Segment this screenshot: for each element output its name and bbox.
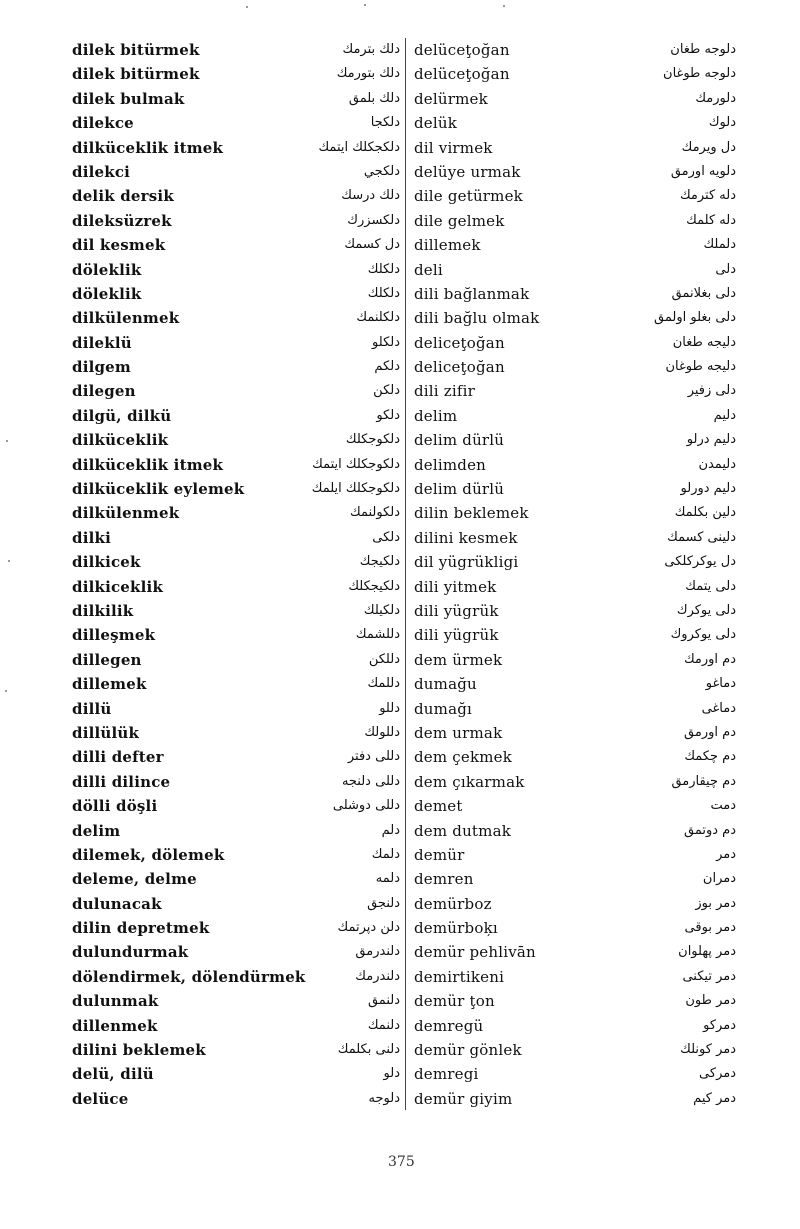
dictionary-entry xyxy=(414,501,736,525)
entry-ottoman-script: دلكى xyxy=(372,529,400,545)
dictionary-entry xyxy=(72,306,400,330)
entry-ottoman-script: دلملك xyxy=(703,237,736,253)
entry-headword: dilleşmek xyxy=(72,626,156,645)
dictionary-entry xyxy=(72,355,400,379)
dictionary-entry xyxy=(414,672,736,696)
dictionary-entry xyxy=(414,136,736,160)
entry-headword: demregi xyxy=(414,1065,479,1084)
dictionary-entry xyxy=(72,62,400,86)
dictionary-entry xyxy=(414,160,736,184)
entry-headword: delürmek xyxy=(414,89,488,108)
entry-ottoman-script: دمر پهلوان xyxy=(678,944,736,960)
entry-ottoman-script: دلكلك xyxy=(367,261,400,277)
scan-speck xyxy=(6,440,8,442)
entry-ottoman-script: دلكلنمك xyxy=(356,310,400,326)
dictionary-entry xyxy=(414,1014,736,1038)
dictionary-entry xyxy=(72,965,400,989)
entry-headword: delüceţoğan xyxy=(414,65,510,84)
dictionary-entry xyxy=(414,209,736,233)
dictionary-entry xyxy=(72,379,400,403)
entry-ottoman-script: دم اورمق xyxy=(684,724,736,740)
entry-headword: delüceţoğan xyxy=(414,41,510,59)
entry-ottoman-script: دم چكمك xyxy=(684,749,736,765)
dictionary-entry xyxy=(414,843,736,867)
dictionary-entry xyxy=(72,770,400,794)
entry-headword: dölli döşli xyxy=(72,797,158,816)
entry-headword: delim dürlü xyxy=(414,480,505,499)
entry-ottoman-script: دلك بترمك xyxy=(342,42,400,57)
dictionary-entry xyxy=(72,501,400,525)
right-column xyxy=(414,38,736,1111)
entry-headword: dem dutmak xyxy=(414,821,512,840)
entry-headword: deli xyxy=(414,260,443,279)
dictionary-entry xyxy=(414,62,736,86)
entry-ottoman-script: دليجه طغان xyxy=(672,334,736,350)
scan-speck xyxy=(364,4,366,6)
entry-ottoman-script: دلوك xyxy=(708,115,736,131)
dictionary-entry xyxy=(72,940,400,964)
entry-ottoman-script: دلكولنمك xyxy=(349,505,400,521)
dictionary-entry xyxy=(414,575,736,599)
dictionary-entry xyxy=(414,453,736,477)
dictionary-entry xyxy=(414,428,736,452)
entry-headword: dilkülenmek xyxy=(72,504,180,523)
entry-ottoman-script: دلكجا xyxy=(370,115,400,131)
entry-headword: dilin depretmek xyxy=(72,919,210,938)
entry-ottoman-script: دلمك xyxy=(371,846,400,862)
entry-headword: dilek bulmak xyxy=(72,89,185,108)
entry-headword: dil yügrükligi xyxy=(414,553,519,572)
entry-ottoman-script: دلندرمق xyxy=(355,944,400,960)
entry-headword: dileksüzrek xyxy=(72,211,172,230)
entry-ottoman-script: دمر كونلك xyxy=(680,1042,736,1058)
dictionary-entry xyxy=(72,160,400,184)
entry-headword: dilküceklik itmek xyxy=(72,455,224,474)
dictionary-entry xyxy=(414,87,736,111)
entry-ottoman-script: دلكوجكلك ايلمك xyxy=(311,481,400,497)
entry-headword: dili yügrük xyxy=(414,601,499,620)
entry-headword: dilgem xyxy=(72,358,131,377)
entry-headword: delimden xyxy=(414,455,487,474)
dictionary-entry xyxy=(72,1038,400,1062)
dictionary-entry xyxy=(414,184,736,208)
dictionary-entry xyxy=(414,379,736,403)
entry-headword: dilki xyxy=(72,528,111,547)
entry-headword: dillemek xyxy=(72,675,147,694)
entry-ottoman-script: دل ويرمك xyxy=(681,139,736,155)
entry-ottoman-script: دليم xyxy=(713,407,736,423)
dictionary-entry xyxy=(414,1038,736,1062)
entry-headword: dilküceklik itmek xyxy=(72,138,224,157)
entry-headword: demregü xyxy=(414,1016,484,1035)
entry-headword: dulunacak xyxy=(72,894,162,913)
entry-headword: demürboz xyxy=(414,894,492,913)
dictionary-entry xyxy=(72,453,400,477)
entry-headword: delim xyxy=(72,821,121,840)
entry-ottoman-script: دلكجكلك ايتمك xyxy=(318,139,400,155)
entry-headword: dil virmek xyxy=(414,138,493,157)
dictionary-entry xyxy=(414,916,736,940)
entry-ottoman-script: دليمدن xyxy=(698,456,736,472)
entry-headword: demet xyxy=(414,797,463,816)
entry-ottoman-script: دلكلك xyxy=(367,285,400,301)
entry-ottoman-script: دللشمك xyxy=(355,627,400,643)
entry-ottoman-script: دلويه اورمق xyxy=(670,163,736,179)
dictionary-entry xyxy=(414,794,736,818)
entry-headword: dilküceklik eylemek xyxy=(72,480,245,499)
dictionary-entry xyxy=(72,892,400,916)
dictionary-entry xyxy=(72,1087,400,1111)
entry-ottoman-script: دم اورمك xyxy=(683,651,736,667)
entry-ottoman-script: دللى دفتر xyxy=(347,749,400,765)
entry-headword: dili yügrük xyxy=(414,626,499,645)
entry-headword: dem ürmek xyxy=(414,650,503,669)
entry-ottoman-script: دم چيقارمق xyxy=(671,773,736,789)
dictionary-entry xyxy=(72,599,400,623)
dictionary-entry xyxy=(414,770,736,794)
dictionary-entry xyxy=(414,1062,736,1086)
entry-headword: dilemek, dölemek xyxy=(72,845,225,864)
entry-ottoman-script: دللولك xyxy=(364,724,400,740)
page-number: 375 xyxy=(388,1154,415,1170)
dictionary-entry xyxy=(72,697,400,721)
entry-headword: dillegen xyxy=(72,650,142,669)
entry-headword: dölendirmek, dölendürmek xyxy=(72,967,306,986)
entry-headword: delik dersik xyxy=(72,187,174,206)
entry-headword: dilkicek xyxy=(72,553,141,572)
entry-headword: döleklik xyxy=(72,260,142,279)
entry-headword: dillenmek xyxy=(72,1016,158,1035)
dictionary-entry xyxy=(72,233,400,257)
dictionary-entry xyxy=(72,916,400,940)
entry-headword: delü, dilü xyxy=(72,1065,154,1084)
entry-ottoman-script: دلكن xyxy=(373,383,400,399)
entry-headword: dem urmak xyxy=(414,723,503,742)
dictionary-entry xyxy=(414,965,736,989)
entry-ottoman-script: دمر بوز xyxy=(695,895,736,911)
entry-headword: dileklü xyxy=(72,333,132,352)
dictionary-entry xyxy=(72,38,400,62)
dictionary-entry xyxy=(414,550,736,574)
entry-ottoman-script: دلى xyxy=(715,261,736,277)
dictionary-entry xyxy=(414,623,736,647)
entry-ottoman-script: دلم xyxy=(381,822,400,838)
dictionary-entry xyxy=(72,87,400,111)
dictionary-entry xyxy=(72,623,400,647)
dictionary-entry xyxy=(72,721,400,745)
entry-headword: demirtikeni xyxy=(414,967,505,986)
dictionary-entry xyxy=(72,331,400,355)
entry-ottoman-script: دلى يوكروك xyxy=(670,627,736,643)
entry-ottoman-script: دللى دوشلى xyxy=(332,798,400,814)
entry-headword: demür pehlivān xyxy=(414,943,536,962)
dictionary-entry xyxy=(72,282,400,306)
dictionary-entry xyxy=(414,892,736,916)
scan-speck xyxy=(8,560,10,562)
entry-ottoman-script: دلن دپرتمك xyxy=(337,920,400,936)
entry-headword: dilekce xyxy=(72,114,134,133)
entry-ottoman-script: دلكو xyxy=(376,407,400,423)
entry-ottoman-script: دمر بوقى xyxy=(684,920,736,936)
entry-ottoman-script: دللى دلنجه xyxy=(341,773,400,789)
column-divider xyxy=(405,38,406,1110)
dictionary-entry xyxy=(414,1087,736,1111)
entry-headword: demür xyxy=(414,845,465,864)
entry-ottoman-script: دلكلو xyxy=(372,334,400,350)
dictionary-entry xyxy=(72,404,400,428)
dictionary-entry xyxy=(72,258,400,282)
dictionary-entry xyxy=(414,526,736,550)
entry-headword: dilküceklik xyxy=(72,431,169,450)
entry-ottoman-script: دلكيلك xyxy=(363,602,400,618)
entry-ottoman-script: دلينى كسمك xyxy=(667,529,736,545)
dictionary-entry xyxy=(414,599,736,623)
entry-ottoman-script: دلندرمك xyxy=(355,968,400,984)
dictionary-entry xyxy=(72,672,400,696)
dictionary-entry xyxy=(72,989,400,1013)
dictionary-entry xyxy=(414,111,736,135)
entry-headword: dem çıkarmak xyxy=(414,772,525,791)
dictionary-entry xyxy=(414,404,736,428)
dictionary-entry xyxy=(414,233,736,257)
dictionary-entry xyxy=(72,209,400,233)
entry-ottoman-script: دلو xyxy=(383,1066,400,1082)
entry-ottoman-script: دلوجه طوغان xyxy=(663,66,736,82)
entry-headword: dem çekmek xyxy=(414,748,513,767)
entry-headword: demür ţon xyxy=(414,992,495,1011)
dictionary-entry xyxy=(414,306,736,330)
entry-headword: dilekci xyxy=(72,162,131,181)
entry-ottoman-script: دلك بلمق xyxy=(348,90,400,106)
entry-ottoman-script: دله كترمك xyxy=(679,188,736,204)
entry-ottoman-script: دلنمك xyxy=(367,1017,400,1033)
entry-ottoman-script: دلنمق xyxy=(367,993,400,1009)
entry-headword: dilli dilince xyxy=(72,772,171,791)
dictionary-entry xyxy=(72,111,400,135)
entry-ottoman-script: دلى يوكرك xyxy=(676,602,736,618)
entry-headword: dili zifir xyxy=(414,382,475,401)
scan-speck xyxy=(246,6,248,8)
entry-ottoman-script: دلكيجك xyxy=(359,554,400,570)
dictionary-entry xyxy=(72,477,400,501)
scan-speck xyxy=(5,690,7,692)
entry-ottoman-script: دلكوجكلك xyxy=(345,432,400,448)
entry-ottoman-script: دمر طون xyxy=(685,993,736,1009)
entry-headword: demür giyim xyxy=(414,1089,513,1108)
entry-ottoman-script: دلك بتورمك xyxy=(336,66,400,82)
entry-ottoman-script: دلنجق xyxy=(367,895,400,911)
entry-ottoman-script: دمر كيم xyxy=(693,1090,736,1106)
entry-ottoman-script: دلى بغلانمق xyxy=(671,285,736,301)
entry-ottoman-script: دلى بغلو اولمق xyxy=(654,310,736,326)
dictionary-entry xyxy=(414,819,736,843)
entry-ottoman-script: دل كسمك xyxy=(344,237,400,253)
dictionary-entry xyxy=(414,867,736,891)
dictionary-entry xyxy=(414,331,736,355)
entry-headword: deleme, delme xyxy=(72,870,197,889)
dictionary-entry xyxy=(414,989,736,1013)
dictionary-entry xyxy=(72,794,400,818)
entry-ottoman-script: دلكم xyxy=(374,359,400,375)
dictionary-entry xyxy=(72,550,400,574)
entry-ottoman-script: دلى زفير xyxy=(687,383,736,399)
entry-ottoman-script: دلورمك xyxy=(695,90,736,106)
dictionary-entry xyxy=(72,136,400,160)
entry-headword: dilkiceklik xyxy=(72,577,164,596)
entry-ottoman-script: دماغو xyxy=(705,676,736,692)
entry-headword: delim xyxy=(414,406,458,425)
entry-headword: dumağı xyxy=(414,699,473,718)
entry-ottoman-script: دلك درسك xyxy=(341,188,400,204)
entry-ottoman-script: دمران xyxy=(702,871,736,887)
entry-ottoman-script: دمر xyxy=(716,846,736,862)
dictionary-entry xyxy=(414,477,736,501)
entry-ottoman-script: دليم درلو xyxy=(686,432,736,448)
dictionary-entry xyxy=(72,1062,400,1086)
entry-ottoman-script: دللمك xyxy=(367,676,400,692)
entry-headword: dili bağlu olmak xyxy=(414,309,540,328)
dictionary-entry xyxy=(72,184,400,208)
entry-headword: dillü xyxy=(72,699,112,718)
dictionary-entry xyxy=(414,38,736,62)
entry-headword: dilin beklemek xyxy=(414,504,529,523)
entry-headword: dilek bitürmek xyxy=(72,41,200,59)
entry-headword: dilini beklemek xyxy=(72,1041,206,1060)
entry-ottoman-script: دليم دورلو xyxy=(680,481,736,497)
entry-ottoman-script: دليجه طوغان xyxy=(665,359,736,375)
entry-headword: dilkülenmek xyxy=(72,309,180,328)
entry-ottoman-script: دماغى xyxy=(701,700,736,716)
entry-headword: dulunmak xyxy=(72,992,159,1011)
entry-ottoman-script: دللو xyxy=(379,700,400,716)
dictionary-entry xyxy=(414,697,736,721)
scan-speck xyxy=(503,5,505,7)
dictionary-entry xyxy=(72,819,400,843)
entry-headword: delüye urmak xyxy=(414,162,521,181)
entry-headword: dilgü, dilkü xyxy=(72,406,172,425)
dictionary-entry xyxy=(72,575,400,599)
entry-headword: dilkilik xyxy=(72,601,134,620)
dictionary-entry xyxy=(414,282,736,306)
entry-ottoman-script: دلوجه xyxy=(368,1090,400,1106)
entry-headword: dile gelmek xyxy=(414,211,505,230)
entry-headword: dile getürmek xyxy=(414,187,523,206)
entry-headword: deliceţoğan xyxy=(414,358,505,377)
entry-ottoman-script: دلمه xyxy=(375,871,400,887)
entry-headword: dilini kesmek xyxy=(414,528,518,547)
entry-ottoman-script: دلكوجكلك ايتمك xyxy=(312,456,400,472)
dictionary-entry xyxy=(72,867,400,891)
entry-ottoman-script: دلى يتمك xyxy=(685,578,736,594)
entry-headword: dili yitmek xyxy=(414,577,497,596)
dictionary-entry xyxy=(72,526,400,550)
dictionary-entry xyxy=(72,1014,400,1038)
entry-headword: deliceţoğan xyxy=(414,333,505,352)
entry-headword: dilegen xyxy=(72,382,136,401)
dictionary-entry xyxy=(414,355,736,379)
entry-headword: demürboķı xyxy=(414,919,498,938)
entry-headword: dilli defter xyxy=(72,748,164,767)
dictionary-entry xyxy=(414,258,736,282)
entry-headword: demür gönlek xyxy=(414,1041,522,1060)
entry-headword: dillemek xyxy=(414,236,481,255)
entry-headword: dil kesmek xyxy=(72,236,166,255)
entry-headword: delüce xyxy=(72,1089,129,1108)
entry-ottoman-script: دلين بكلمك xyxy=(674,505,736,521)
dictionary-entry xyxy=(414,745,736,769)
entry-headword: dumağu xyxy=(414,675,477,694)
entry-headword: delim dürlü xyxy=(414,431,505,450)
entry-headword: dilek bitürmek xyxy=(72,65,200,84)
entry-ottoman-script: دلنى بكلمك xyxy=(337,1042,400,1058)
entry-ottoman-script: دمركى xyxy=(699,1066,736,1082)
entry-headword: dili bağlanmak xyxy=(414,284,530,303)
entry-ottoman-script: دللكن xyxy=(368,651,400,667)
entry-ottoman-script: دم دوتمق xyxy=(683,822,736,838)
entry-ottoman-script: دمركو xyxy=(703,1017,736,1033)
dictionary-entry xyxy=(414,940,736,964)
dictionary-entry xyxy=(72,843,400,867)
dictionary-entry xyxy=(72,745,400,769)
dictionary-entry xyxy=(72,428,400,452)
entry-ottoman-script: دلوجه طغان xyxy=(670,42,736,57)
entry-headword: demren xyxy=(414,870,474,889)
entry-headword: dillülük xyxy=(72,723,140,742)
entry-ottoman-script: دلكسزرك xyxy=(347,212,400,228)
entry-ottoman-script: دمت xyxy=(710,798,736,814)
dictionary-entry xyxy=(72,648,400,672)
dictionary-entry xyxy=(414,648,736,672)
entry-ottoman-script: دله كلمك xyxy=(686,212,736,228)
entry-ottoman-script: دل يوكركلكى xyxy=(664,554,736,570)
entry-ottoman-script: دمر تيكنى xyxy=(682,968,736,984)
entry-headword: dulundurmak xyxy=(72,943,189,962)
entry-headword: döleklik xyxy=(72,284,142,303)
left-column xyxy=(72,38,400,1111)
entry-ottoman-script: دلكيجكلك xyxy=(348,578,400,594)
entry-ottoman-script: دلكجي xyxy=(363,163,400,179)
entry-headword: delük xyxy=(414,114,458,133)
dictionary-entry xyxy=(414,721,736,745)
